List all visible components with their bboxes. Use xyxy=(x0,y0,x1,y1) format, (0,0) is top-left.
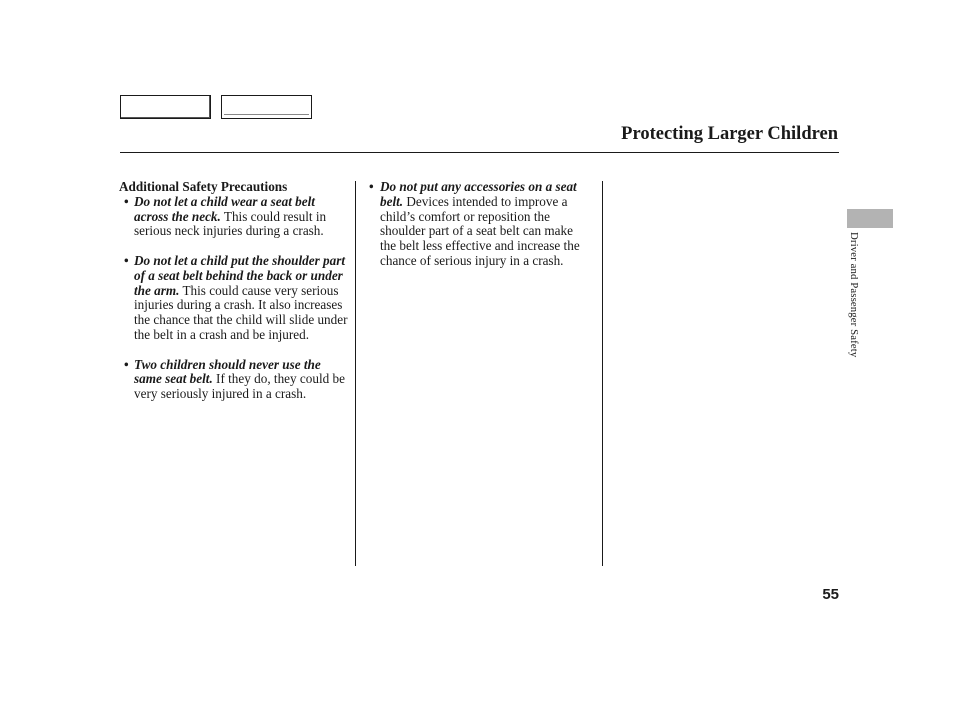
list-item xyxy=(119,195,349,239)
item-lead: Do not let a child put the shoulder part of a seat belt behind the back or under the arm. xyxy=(134,252,346,298)
page-number: 55 xyxy=(822,586,839,603)
list-item xyxy=(368,180,592,269)
text-column-1 xyxy=(119,180,349,417)
list-item xyxy=(119,254,349,343)
column-divider-1 xyxy=(355,181,356,566)
header-rule xyxy=(120,152,839,153)
precautions-list xyxy=(119,195,349,402)
list-item xyxy=(119,358,349,402)
item-lead: Two children should never use the same seat belt. xyxy=(134,356,321,387)
item-text: If they do, they could be very seriously injured in a crash. xyxy=(134,371,345,402)
nav-button-main-menu[interactable] xyxy=(120,95,211,119)
page-title: Protecting Larger Children xyxy=(621,124,838,144)
item-text: Devices intended to improve a child’s comfort or reposition the shoulder part of a seat belt can make the belt less effective and increase the chance of serious injury in a crash. xyxy=(380,193,580,268)
item-lead: Do not put any accessories on a seat belt. xyxy=(380,179,577,209)
section-heading: Additional Safety Precautions xyxy=(119,179,288,194)
section-tab xyxy=(847,209,893,228)
item-lead: Do not let a child wear a seat belt across the neck. xyxy=(134,193,315,224)
section-label: Driver and Passenger Safety xyxy=(848,232,860,358)
item-text: This could result in serious neck injuries during a crash. xyxy=(134,208,327,239)
nav-button-index[interactable] xyxy=(221,95,312,119)
accessories-list xyxy=(368,180,592,269)
column-divider-2 xyxy=(602,181,603,566)
item-text: This could cause very serious injuries during a crash. It also increases the chance that the child will slide under the belt in a crash and be injured. xyxy=(134,282,348,342)
text-column-2 xyxy=(368,180,592,284)
